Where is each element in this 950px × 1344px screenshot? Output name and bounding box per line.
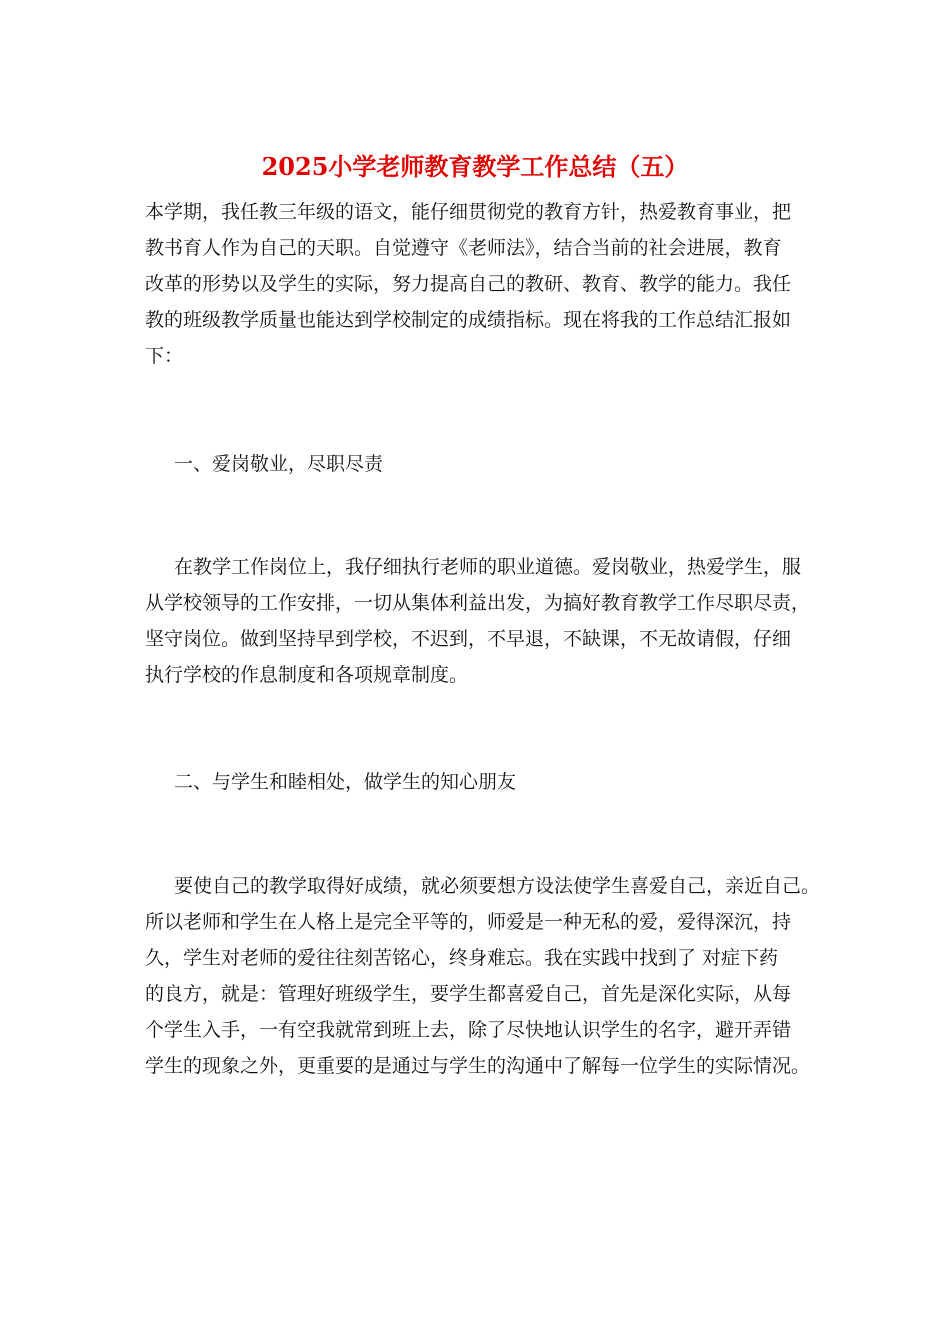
intro-line-1: 本学期，我任教三年级的语文，能仔细贯彻党的教育方针，热爱教育事业，把 xyxy=(145,201,792,223)
section-2-line-4: 的良方，就是：管理好班级学生，要学生都喜爱自己，首先是深化实际，从每 xyxy=(145,983,792,1005)
section-2-line-6: 学生的现象之外，更重要的是通过与学生的沟通中了解每一位学生的实际情况。 xyxy=(145,1055,811,1077)
section-1-line-1: 在教学工作岗位上，我仔细执行老师的职业道德。爱岗敬业，热爱学生，服 xyxy=(174,556,802,578)
section-2-line-5: 个学生入手，一有空我就常到班上去，除了尽快地认识学生的名字，避开弄错 xyxy=(145,1019,792,1041)
section-2-heading: 二、与学生和睦相处，做学生的知心朋友 xyxy=(174,771,517,793)
intro-line-2: 教书育人作为自己的天职。自觉遵守《老师法》，结合当前的社会进展，教育 xyxy=(145,237,782,259)
section-2-line-3: 久，学生对老师的爱往往刻苦铭心，终身难忘。我在实践中找到了 对症下药 xyxy=(145,947,779,969)
intro-line-4: 教的班级教学质量也能达到学校制定的成绩指标。现在将我的工作总结汇报如 xyxy=(145,309,792,331)
section-1-line-3: 坚守岗位。做到坚持早到学校，不迟到，不早退，不缺课，不无故请假，仔细 xyxy=(145,628,792,650)
section-2-line-2: 所以老师和学生在人格上是完全平等的，师爱是一种无私的爱，爱得深沉，持 xyxy=(145,911,792,933)
intro-line-5: 下： xyxy=(145,345,184,367)
section-1-line-4: 执行学校的作息制度和各项规章制度。 xyxy=(145,664,469,686)
section-1-heading: 一、爱岗敬业，尽职尽责 xyxy=(174,453,384,475)
section-1-line-2: 从学校领导的工作安排，一切从集体利益出发，为搞好教育教学工作尽职尽责， xyxy=(145,592,811,614)
intro-line-3: 改革的形势以及学生的实际，努力提高自己的教研、教育、教学的能力。我任 xyxy=(145,273,792,295)
document-title: 2025小学老师教育教学工作总结（五） xyxy=(261,152,689,181)
section-2-line-1: 要使自己的教学取得好成绩，就必须要想方设法使学生喜爱自己，亲近自己。 xyxy=(174,875,821,897)
